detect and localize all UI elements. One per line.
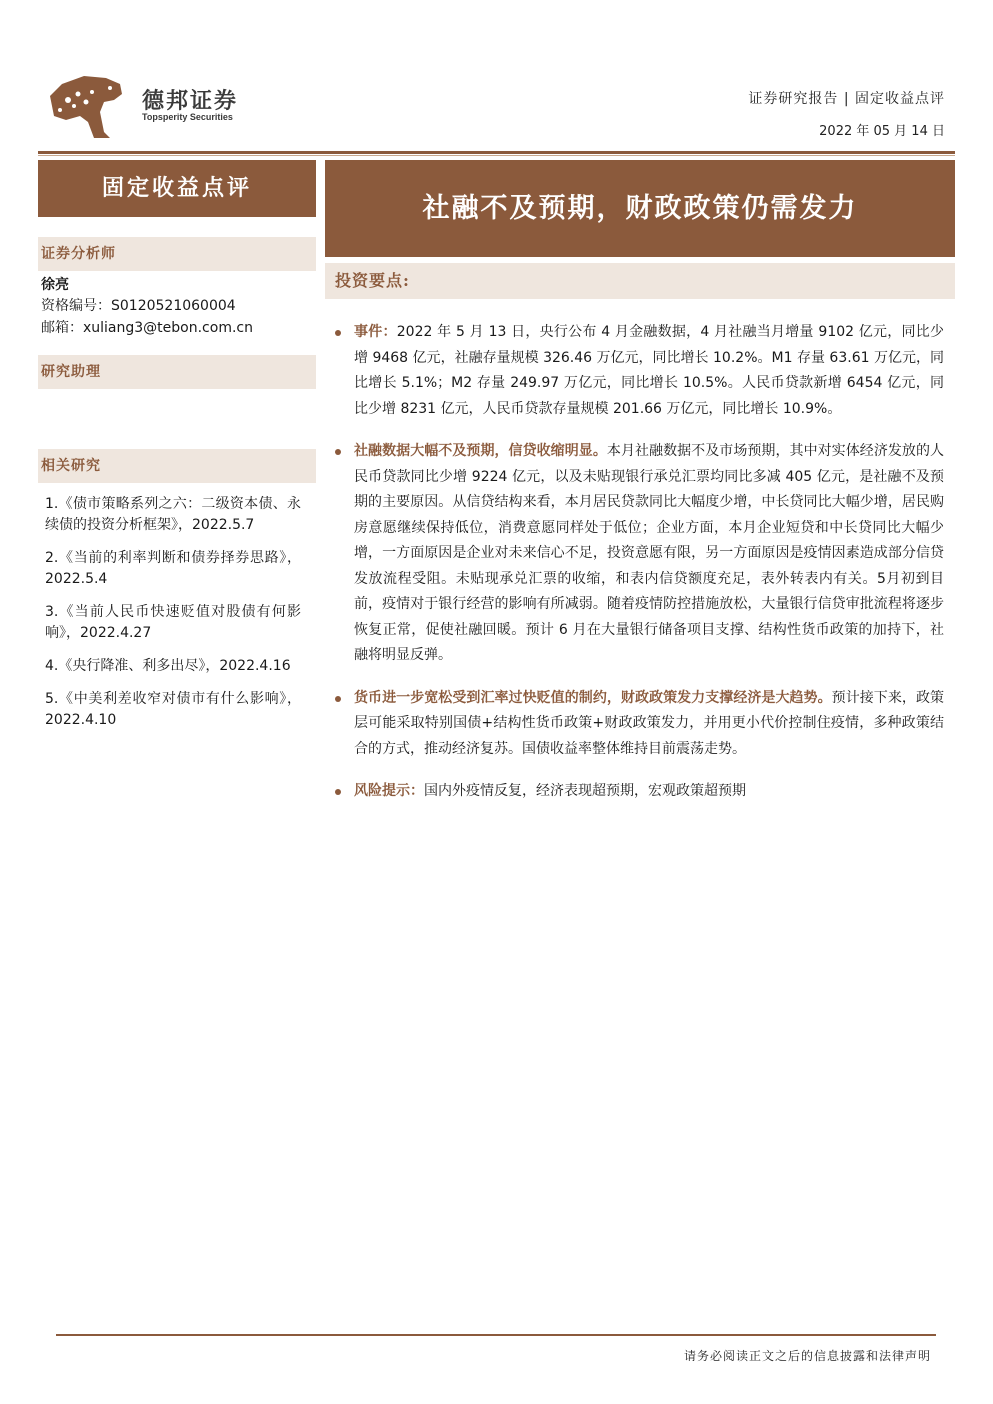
report-header-meta bbox=[748, 88, 945, 139]
key-points-heading: 投资要点: bbox=[325, 263, 955, 299]
key-point-text: 2022 年 5 月 13 日，央行公布 4 月金融数据，4 月社融当月增量 9102 亿元，同比少增 9468 亿元，社融存量规模 326.46 万亿元，同比增长 10.2%。M1 存量 63.61 万亿元，同比增长 5.1%；M2 存量 249.97 万亿元，同比增长 10.5%。人民币贷款新增 6454 亿元，同比少增 8231 亿元，人民币贷款存量规模 201.66 万亿元，同比增长 10.9%。 bbox=[354, 324, 945, 417]
related-heading: 相关研究 bbox=[38, 449, 316, 483]
key-point bbox=[330, 779, 944, 805]
analyst-cert: 资格编号：S0120521060004 bbox=[41, 298, 236, 314]
related-item[interactable]: 4.《央行降准、利多出尽》，2022.4.16 bbox=[45, 658, 291, 674]
key-point-text: 预计接下来，政策层可能采取特别国债+结构性货币政策+财政政策发力，并用更小代价控制住疫情，多种政策结合的方式，推动经济复苏。国债收益率整体维持目前震荡走势。 bbox=[354, 689, 944, 757]
key-point-lead: 事件： bbox=[354, 324, 397, 340]
header-divider-thin bbox=[38, 155, 955, 156]
logo-name-en: Topsperity Securities bbox=[142, 112, 233, 122]
related-item[interactable]: 2.《当前的利率判断和债券择券思路》，2022.5.4 bbox=[45, 550, 301, 587]
leopard-logo-icon bbox=[44, 72, 126, 142]
key-point bbox=[330, 320, 944, 422]
key-point bbox=[330, 686, 944, 763]
analyst-heading: 证券分析师 bbox=[38, 237, 316, 271]
header-divider bbox=[38, 151, 955, 154]
related-research-list bbox=[45, 494, 301, 743]
related-item[interactable]: 1.《债市策略系列之六：二级资本债、永续债的投资分析框架》，2022.5.7 bbox=[45, 496, 301, 533]
key-point-text: 本月社融数据不及市场预期，其中对实体经济发放的人民币贷款同比少增 9224 亿元，以及未贴现银行承兑汇票均同比多减 405 亿元，是社融不及预期的主要原因。从信贷结构来看，本月居民贷款同比大幅度少增，中长贷同比大幅少增，居民购房意愿继续保持低位，消费意愿同样处于低位；企业方面，本月企业短贷和中长贷同比大幅少增，一方面原因是企业对未来信心不足，投资意愿有限，另一方面原因是疫情因素造成部分信贷发放流程受阻。未贴现承兑汇票的收缩，和表内信贷额度充足，表外转表内有关。5月初到目前，疫情对于银行经营的影响有所减弱。随着疫情防控措施放松，大量银行信贷审批流程将逐步恢复正常，促使社融回暖。预计 6 月在大量银行储备项目支撑、结构性货币政策的加持下，社融将明显反弹。 bbox=[354, 443, 945, 663]
analyst-email[interactable]: 邮箱：xuliang3@tebon.com.cn bbox=[41, 320, 253, 336]
report-category: 固定收益点评 bbox=[38, 160, 316, 217]
report-date: 2022 年 05 月 14 日 bbox=[819, 124, 945, 139]
company-logo bbox=[44, 72, 254, 142]
report-type: 证券研究报告 | 固定收益点评 bbox=[748, 91, 945, 107]
key-points-list bbox=[330, 320, 944, 822]
assistant-heading: 研究助理 bbox=[38, 355, 316, 389]
logo-name-cn: 德邦证券 bbox=[142, 89, 239, 114]
report-title: 社融不及预期，财政政策仍需发力 bbox=[325, 160, 955, 257]
key-point-lead: 货币进一步宽松受到汇率过快贬值的制约，财政政策发力支撑经济是大趋势。 bbox=[354, 689, 832, 706]
related-item[interactable]: 5.《中美利差收窄对债市有什么影响》，2022.4.10 bbox=[45, 691, 301, 728]
key-point bbox=[330, 439, 944, 669]
disclaimer-notice[interactable]: 请务必阅读正文之后的信息披露和法律声明 bbox=[683, 1349, 931, 1363]
related-item[interactable]: 3.《当前人民币快速贬值对股债有何影响》，2022.4.27 bbox=[45, 604, 301, 641]
key-point-lead: 风险提示： bbox=[354, 783, 424, 799]
key-point-lead: 社融数据大幅不及预期，信贷收缩明显。 bbox=[354, 443, 607, 459]
analyst-name: 徐亮 bbox=[41, 277, 69, 293]
key-point-text: 国内外疫情反复，经济表现超预期，宏观政策超预期 bbox=[424, 783, 746, 799]
footer-divider bbox=[56, 1334, 936, 1336]
